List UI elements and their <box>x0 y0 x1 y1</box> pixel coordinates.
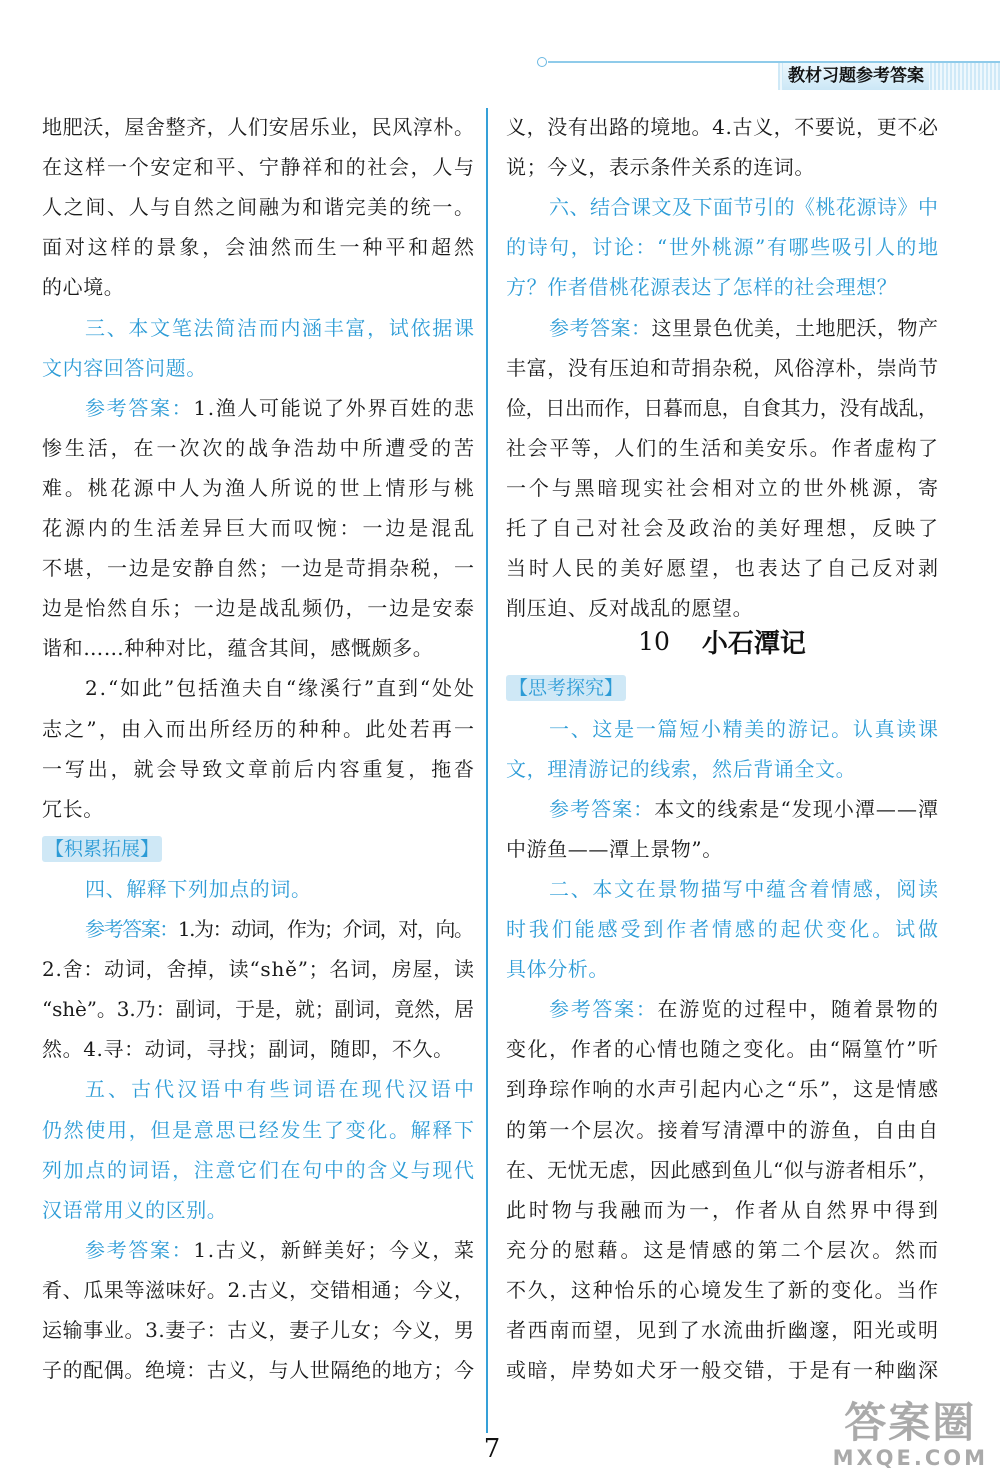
line-text: 运输事业。3.妻子：古义，妻子儿女；今义，男 <box>42 1318 475 1342</box>
answer-line <box>506 829 938 869</box>
line-text: 者西南而望，见到了水流曲折幽邃，阳光或明 <box>506 1318 940 1342</box>
line-text: 具体分析。 <box>506 957 609 982</box>
line-text: 或暗，岸势如犬牙一般交错，于是有一种幽深 <box>506 1358 940 1383</box>
answer-line <box>506 348 938 388</box>
line-text: 文，理清游记的线索，然后背诵全文。 <box>506 756 857 781</box>
answer-line <box>506 1190 941 1230</box>
line-text: 然。4.寻：动词，寻找；副词，随即，不久。 <box>42 1037 454 1062</box>
section-label: 【思考探究】 <box>506 675 626 701</box>
line-text: 惨生活，在一次次的战争浩劫中所遭受的苦 <box>42 435 477 460</box>
line-text: 2.“如此”包括渔夫自“缘溪行”直到“处处 <box>85 676 476 701</box>
answer-line <box>506 1029 938 1069</box>
question-line <box>549 709 938 749</box>
line-text: 三、本文笔法简洁而内涵丰富，试依据课 <box>85 315 476 340</box>
line-text: 难。桃花源中人为渔人所说的世上情形与桃 <box>42 475 477 500</box>
watermark <box>833 1400 988 1470</box>
answer-line <box>506 1270 938 1310</box>
line-text: 地肥沃，屋舍整齐，人们安居乐业，民风淳朴。 <box>42 115 475 139</box>
line-text: 俭，日出而作，日暮而息，自食其力，没有战乱， <box>506 395 938 420</box>
watermark-site: MXQE.COM <box>832 1446 988 1470</box>
line-text: 志之”，由入而出所经历的种种。此处若再一 <box>42 716 477 741</box>
line-text: 此时物与我融而为一，作者从自然界中得到 <box>506 1197 941 1222</box>
line-text: 不堪，一边是安静自然；一边是苛捐杂税，一 <box>42 556 476 581</box>
line-text: 当时人民的美好愿望，也表达了自己反对剥 <box>506 556 941 581</box>
line-text: 人之间、人与自然之间融为和谐完美的统一。 <box>42 195 476 220</box>
line-text: 仍然使用，但是意思已经发生了变化。解释下 <box>42 1117 476 1142</box>
answer-label: 参考答案： <box>549 315 652 340</box>
line-text: 方？作者借桃花源表达了怎样的社会理想？ <box>506 275 898 300</box>
line-text: 的心境。 <box>42 275 125 300</box>
answer-line <box>506 1350 938 1390</box>
answer-line <box>549 789 938 829</box>
line-text: 面对这样的景象，会油然而生一种平和超然 <box>42 235 477 260</box>
answer-line <box>506 1150 938 1190</box>
question-line <box>506 949 938 989</box>
line-text: 列加点的词语，注意它们在句中的含义与现代 <box>42 1157 476 1182</box>
line-text: 中游鱼——潭上景物”。 <box>506 836 723 861</box>
line-text: 1.为：动词，作为；介词，对，向。 <box>177 917 473 941</box>
line-text: 六、结合课文及下面节引的《桃花源诗》中 <box>549 195 939 220</box>
line-text: 在这样一个安定和平、宁静祥和的社会，人与 <box>42 155 476 180</box>
line-text: 在游览的过程中，随着景物的 <box>657 997 940 1022</box>
line-text: 变化，作者的心情也随之变化。由“隔篁竹”听 <box>506 1037 940 1062</box>
answer-line <box>549 308 938 348</box>
line-text: 时我们能感受到作者情感的起伏变化。试做 <box>506 917 941 941</box>
line-text: 花源内的生活差异巨大而叹惋：一边是混乱 <box>42 516 477 540</box>
line-text: 托了自己对社会及政治的美好理想，反映了 <box>506 516 941 540</box>
answer-line <box>506 468 941 508</box>
question-line <box>506 267 938 307</box>
answer-label: 参考答案： <box>549 997 658 1022</box>
section-label: 【积累拓展】 <box>42 836 162 862</box>
line-text: “shè”。3.乃：副词，于是，就；副词，竟然，居 <box>42 997 474 1022</box>
lesson-number: 10 <box>638 626 670 656</box>
answer-line <box>506 1230 941 1270</box>
line-text: 汉语常用义的区别。 <box>42 1197 228 1222</box>
line-text: 谐和……种种对比，蕴含其间，感慨颇多。 <box>42 636 434 661</box>
answer-label: 参考答案： <box>85 395 194 420</box>
question-line <box>506 227 938 267</box>
line-text: 社会平等，人们的生活和美安乐。作者虚构了 <box>506 435 940 460</box>
text-line <box>506 147 938 187</box>
line-text: 不久，这种怡乐的心境发生了新的变化。当作 <box>506 1277 940 1302</box>
line-text: 到琤琮作响的水声引起内心之“乐”，这是情感 <box>506 1077 940 1102</box>
question-line <box>506 749 938 789</box>
line-text: 边是怡然自乐；一边是战乱频仍，一边是安泰 <box>42 596 476 621</box>
line-text: 义，没有出路的境地。4.古义，不要说，更不必 <box>506 115 939 139</box>
line-text: 肴、瓜果等滋味好。2.古义，交错相通；今义， <box>42 1277 475 1302</box>
answer-line <box>506 548 941 588</box>
answer-line <box>506 508 941 548</box>
line-text: 一写出，就会导致文章前后内容重复，拖沓 <box>42 756 477 781</box>
line-text: 在、无忧无虑，因此感到鱼儿“似与游者相乐”， <box>506 1157 939 1182</box>
answer-label: 参考答案： <box>85 917 178 941</box>
line-text: 五、古代汉语中有些词语在现代汉语中 <box>85 1077 478 1102</box>
line-text: 丰富，没有压迫和苛捐杂税，风俗淳朴，崇尚节 <box>506 355 939 380</box>
line-text: 1.渔人可能说了外界百姓的悲 <box>193 395 476 420</box>
question-line <box>506 909 941 949</box>
line-text: 一个与黑暗现实社会相对立的世外桃源，寄 <box>506 475 941 500</box>
line-text: 2.舍：动词，舍掉，读“shě”；名词，房屋，读 <box>42 957 475 982</box>
line-text: 这里景色优美，土地肥沃，物产 <box>651 315 939 340</box>
line-text: 冗长。 <box>42 796 104 821</box>
answer-label: 参考答案： <box>85 1237 194 1262</box>
page-number: 7 <box>483 1434 501 1464</box>
question-line <box>549 187 938 227</box>
answer-label: 参考答案： <box>549 796 655 821</box>
line-text: 削压迫、反对战乱的愿望。 <box>506 596 754 621</box>
line-text: 充分的慰藉。这是情感的第二个层次。然而 <box>506 1237 941 1262</box>
line-text: 文内容回答问题。 <box>42 355 207 380</box>
text-line <box>506 107 938 147</box>
answer-line <box>506 388 938 428</box>
lesson-title <box>506 621 938 661</box>
answer-line <box>506 1110 938 1150</box>
line-text: 本文的线索是“发现小潭——潭 <box>654 796 940 821</box>
line-text: 的诗句，讨论：“世外桃源”有哪些吸引人的地 <box>506 235 940 260</box>
line-text: 子的配偶。绝境：古义，与人世隔绝的地方；今 <box>42 1358 475 1383</box>
line-text: 的第一个层次。接着写清潭中的游鱼，自由自 <box>506 1117 940 1142</box>
line-text: 说；今义，表示条件关系的连词。 <box>506 155 815 180</box>
line-text: 二、本文在景物描写中蕴含着情感，阅读 <box>549 876 940 901</box>
line-text: 1.古义，新鲜美好；今义，菜 <box>193 1237 476 1262</box>
line-text: 四、解释下列加点的词。 <box>85 876 312 901</box>
answer-line <box>549 989 938 1029</box>
lesson-name: 小石潭记 <box>701 628 806 659</box>
watermark-logo: 答案圈 <box>844 1398 977 1447</box>
answer-line <box>506 428 938 468</box>
header-title: 教材习题参考答案 <box>783 63 929 90</box>
question-line <box>549 869 938 909</box>
answer-line <box>506 1310 938 1350</box>
line-text: 一、这是一篇短小精美的游记。认真读课 <box>549 716 940 741</box>
answer-line <box>506 1069 938 1109</box>
